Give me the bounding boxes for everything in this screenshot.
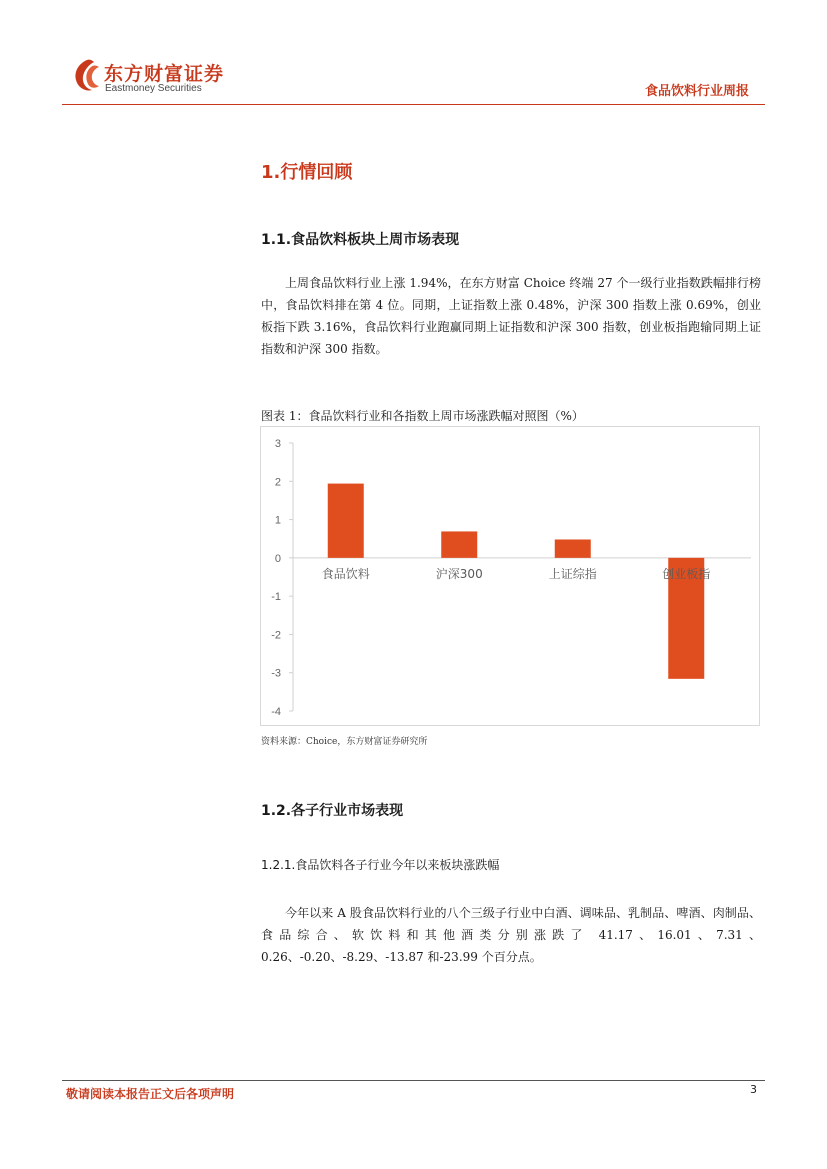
section-1-1-paragraph bbox=[261, 272, 761, 360]
y-tick-label: -1 bbox=[271, 591, 281, 604]
section-1-2-title: 1.2.各子行业市场表现 bbox=[261, 803, 404, 819]
section-1-2-1-title: 1.2.1.食品饮料各子行业今年以来板块涨跌幅 bbox=[261, 858, 500, 872]
logo-text-cn: 东方财富证券 bbox=[104, 63, 225, 85]
bar-1 bbox=[328, 484, 364, 558]
x-category-label: 上证综指 bbox=[548, 566, 597, 581]
paragraph-text: 上周食品饮料行业上涨 1.94%，在东方财富 Choice 终端 27 个一级行业指数跌幅排行榜中，食品饮料排在第 4 位。同期，上证指数上涨 0.48%，沪深 300 指数上涨 0.69%，创业板指下跌 3.16%，食品饮料行业跑赢同期上证指数和沪深 300 指数，创业板指跑输同期上证指数和沪深 300 指数。 bbox=[261, 276, 761, 356]
footer-divider bbox=[62, 1080, 765, 1081]
figure-title: 图表 1：食品饮料行业和各指数上周市场涨跌幅对照图（%） bbox=[261, 409, 584, 423]
bar-3 bbox=[555, 539, 591, 557]
paragraph-text: 今年以来 A 股食品饮料行业的八个三级子行业中白酒、调味品、乳制品、啤酒、肉制品、食品综合、软饮料和其他酒类分别涨跌了 41.17、16.01、7.31、0.26、-0.20、-8.29、-13.87 和-23.99 个百分点。 bbox=[261, 906, 761, 964]
x-category-label: 创业板指 bbox=[662, 566, 711, 581]
logo-text-en: Eastmoney Securities bbox=[105, 83, 202, 94]
y-tick-label: -4 bbox=[271, 706, 281, 718]
company-logo bbox=[72, 58, 242, 98]
bar-chart bbox=[260, 426, 760, 726]
y-tick-label: -3 bbox=[271, 667, 281, 680]
bar-chart-svg bbox=[261, 427, 761, 727]
section-1-title: 1.行情回顾 bbox=[261, 162, 353, 183]
y-tick-label: -2 bbox=[271, 629, 281, 642]
footer-disclaimer: 敬请阅读本报告正文后各项声明 bbox=[66, 1087, 235, 1101]
x-category-label: 食品饮料 bbox=[321, 566, 370, 581]
page-number: 3 bbox=[750, 1083, 757, 1096]
x-category-label: 沪深300 bbox=[435, 566, 483, 581]
y-tick-label: 0 bbox=[274, 552, 281, 565]
header-divider bbox=[62, 104, 765, 105]
y-tick-label: 3 bbox=[274, 438, 281, 450]
y-tick-label: 1 bbox=[274, 514, 281, 527]
section-1-1-title: 1.1.食品饮料板块上周市场表现 bbox=[261, 232, 460, 248]
section-1-2-1-paragraph bbox=[261, 902, 761, 968]
bar-2 bbox=[441, 531, 477, 557]
logo-mark-icon bbox=[72, 58, 102, 94]
y-tick-label: 2 bbox=[274, 476, 281, 489]
report-type-label: 食品饮料行业周报 bbox=[644, 84, 749, 99]
figure-source: 资料来源：Choice，东方财富证券研究所 bbox=[261, 737, 428, 747]
